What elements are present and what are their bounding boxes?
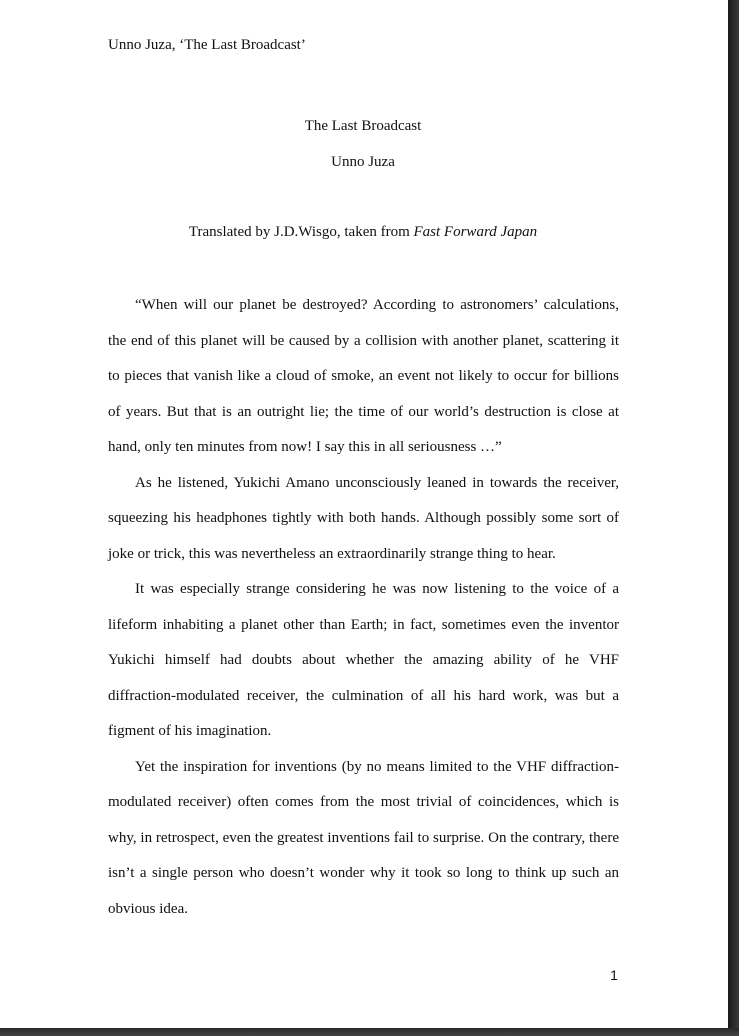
source-book-title: Fast Forward Japan xyxy=(413,224,538,240)
translator-credit xyxy=(108,224,618,241)
translator-credit-text: Translated by J.D.Wisgo, taken from xyxy=(188,224,414,240)
story-author: Unno Juza xyxy=(331,154,395,170)
running-head: Unno Juza, ‘The Last Broadcast’ xyxy=(108,37,306,53)
page-shadow-bottom xyxy=(0,1028,739,1036)
paragraph: Yet the inspiration for inventions (by no means limited to the VHF diffraction-modulated receiver) often comes from the most trivial of coincidences, which is why, in retrospect, even the greatest inventions fail to surprise. On the contrary, there isn’t a single person who doesn’t wonder why it took so long to think up such an obvious idea. xyxy=(108,758,619,917)
story-title: The Last Broadcast xyxy=(304,118,422,134)
paragraph: “When will our planet be destroyed? According to astronomers’ calculations, the end of this planet will be caused by a collision with another planet, scattering it to pieces that vanish like a cloud of smoke, an event not likely to occur for billions of years. But that is an outright lie; the time of our world’s destruction is close at hand, only ten minutes from now! I say this in all seriousness …” xyxy=(108,297,619,455)
story-body xyxy=(108,288,619,927)
page-shadow-right xyxy=(728,0,739,1036)
paragraph: As he listened, Yukichi Amano unconsciously leaned in towards the receiver, squeezing his headphones tightly with both hands. Although possibly some sort of joke or trick, this was nevertheless an extraordinarily strange thing to hear. xyxy=(108,474,619,562)
paragraph: It was especially strange considering he was now listening to the voice of a lifeform inhabiting a planet other than Earth; in fact, sometimes even the inventor Yukichi himself had doubts about whether the amazing ability of he VHF diffraction-modulated receiver, the culmination of all his hard work, was but a figment of his imagination. xyxy=(108,581,619,739)
page-number: 1 xyxy=(610,967,618,983)
